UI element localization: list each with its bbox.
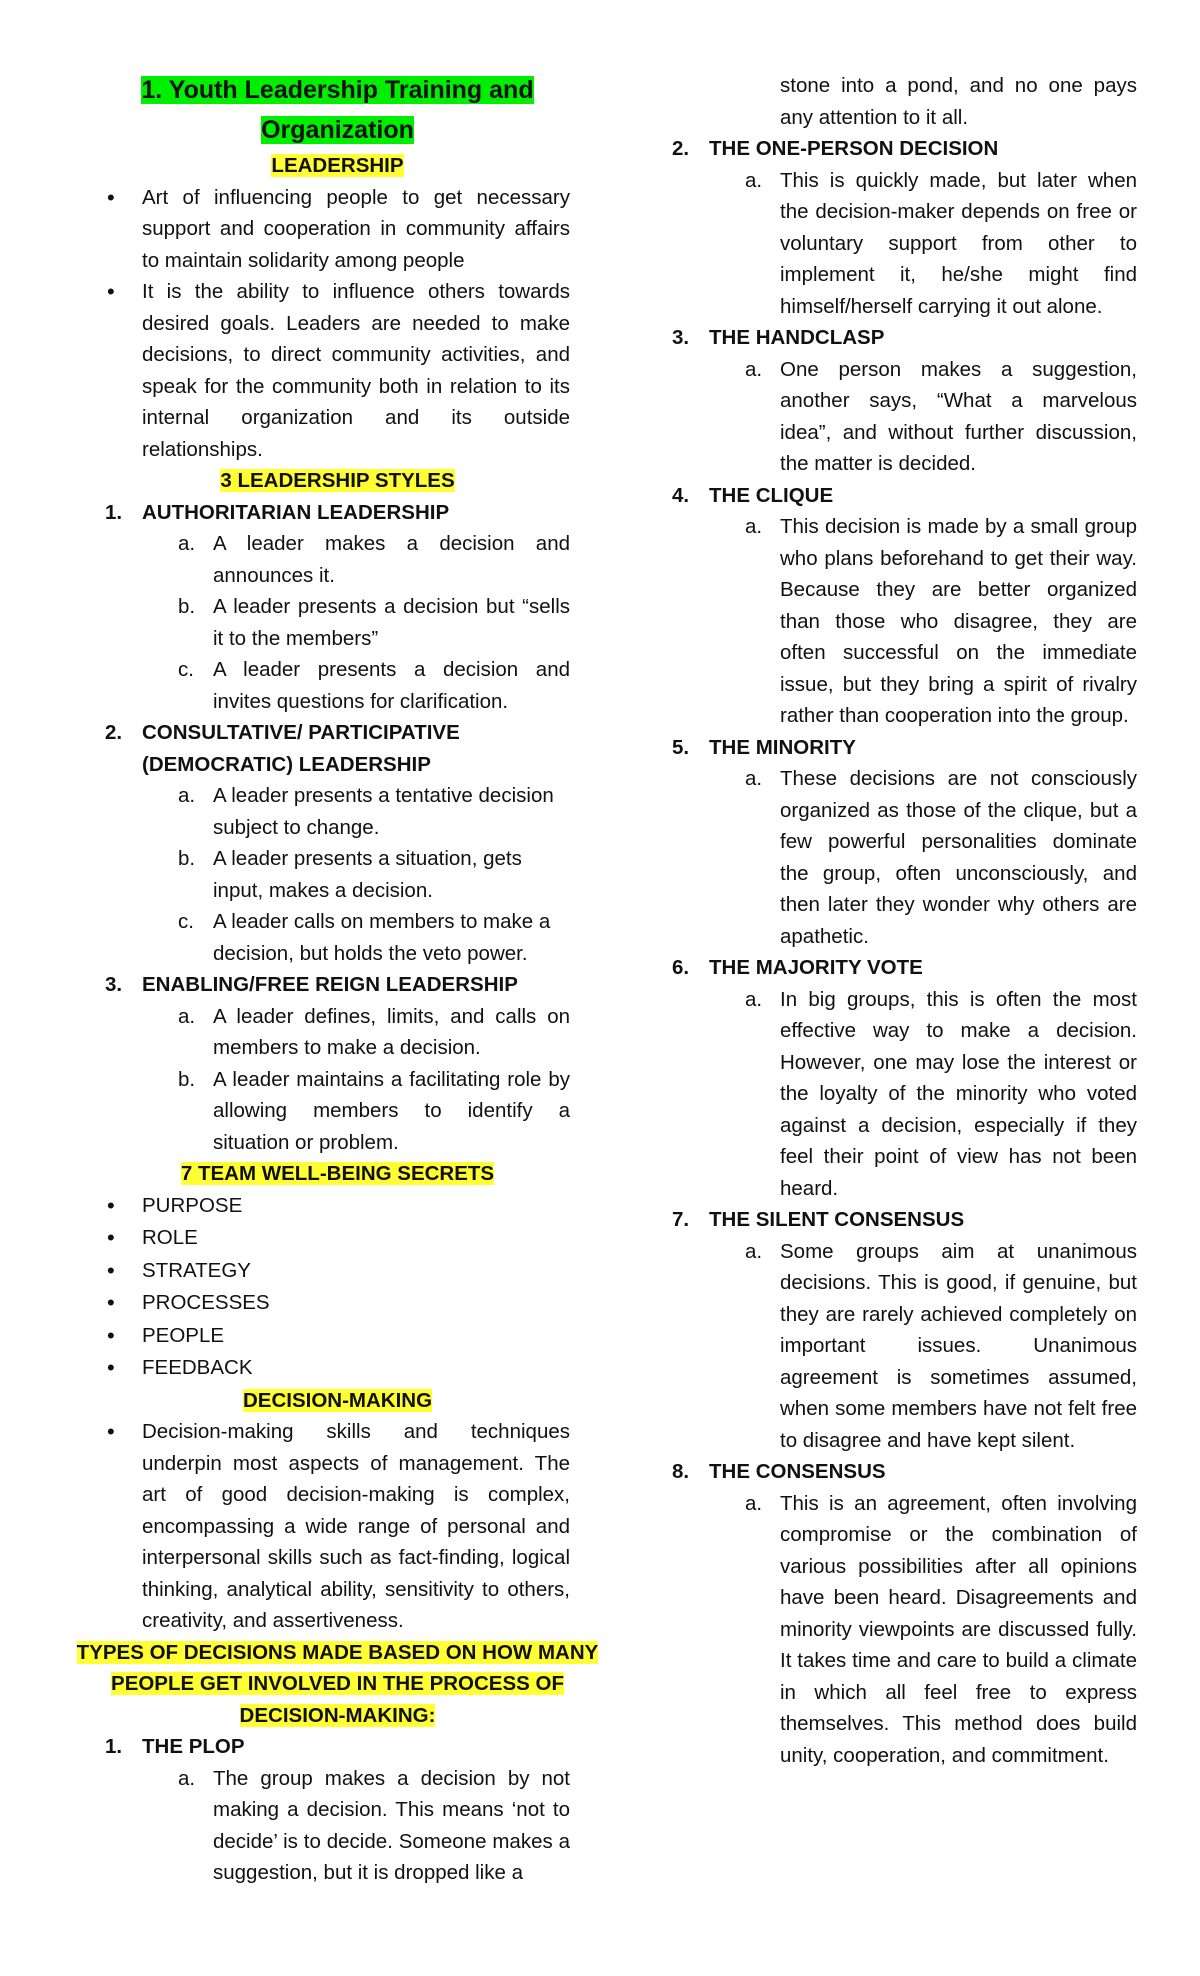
style-item-1: 1. AUTHORITARIAN LEADERSHIP bbox=[105, 500, 450, 524]
type-1-sub-a-part2: stone into a pond, and no one pays any attention to it all. bbox=[780, 74, 1137, 129]
style-item-3: 3. ENABLING/FREE REIGN LEADERSHIP bbox=[105, 973, 518, 996]
secret-processes: • PROCESSES bbox=[105, 1287, 570, 1320]
styles-heading: 3 LEADERSHIP STYLES bbox=[220, 469, 455, 492]
style-2-sub-a: a. A leader presents a tentative decision subject to change. bbox=[178, 784, 554, 839]
type-item-4: 4. THE CLIQUE bbox=[672, 483, 834, 507]
style-3-sub-b: b. A leader maintains a facilitating role by allowing members to identify a situation or problem. bbox=[178, 1067, 570, 1154]
secret-people: • PEOPLE bbox=[105, 1320, 570, 1353]
document-title bbox=[105, 70, 570, 150]
title-line-2: Organization bbox=[261, 116, 414, 144]
type-item-1: 1. THE PLOP bbox=[105, 1735, 245, 1758]
style-2-sub-c: c. A leader calls on members to make a decision, but holds the veto power. bbox=[178, 910, 551, 965]
type-8-sub-a: a. This is an agreement, often involving compromise or the combination of various possibilities after all opinions have been heard. Disagreements and minority viewpoints are discussed fully. It takes time and care to build a climate in which all feel free to express themselves. This method does build unity, cooperation, and commitment. bbox=[745, 1491, 1137, 1767]
type-item-8: 8. THE CONSENSUS bbox=[672, 1460, 886, 1483]
type-7-sub-a: a. Some groups aim at unanimous decisions. This is good, if genuine, but they are rarely achieved completely on important issues. Unanimous agreement is sometimes assumed, when some members have not felt free to disagree and have kept silent. bbox=[745, 1239, 1137, 1452]
type-3-sub-a: a. One person makes a suggestion, another says, “What a marvelous idea”, and without further discussion, the matter is decided. bbox=[745, 357, 1137, 475]
style-3-sub-a: a. A leader defines, limits, and calls on members to make a decision. bbox=[178, 1004, 570, 1059]
type-item-2: 2. THE ONE-PERSON DECISION bbox=[672, 137, 999, 160]
title-line-1: 1. Youth Leadership Training and bbox=[141, 76, 534, 104]
style-1-sub-a: a. A leader makes a decision and announces it. bbox=[178, 532, 570, 587]
leadership-bullet-2: • It is the ability to influence others towards desired goals. Leaders are needed to make decisions, to direct community activities, and speak for the community both in relation to its internal organization and its outside relationships. bbox=[105, 276, 570, 465]
secret-role: • ROLE bbox=[105, 1222, 570, 1255]
type-6-sub-a: a. In big groups, this is often the most effective way to make a decision. However, one may lose the interest or the loyalty of the minority who voted against a decision, especially if they feel their point of view has not been heard. bbox=[745, 987, 1137, 1200]
style-1-sub-c: c. A leader presents a decision and invites questions for clarification. bbox=[178, 658, 570, 713]
decision-heading: DECISION-MAKING bbox=[242, 1388, 433, 1412]
type-5-sub-a: a. These decisions are not consciously organized as those of the clique, but a few powerful personalities dominate the group, often unconsciously, and then later they wonder why others are apathetic. bbox=[745, 767, 1137, 948]
type-4-sub-a: a. This decision is made by a small group who plans beforehand to get their way. Because they are better organized than those who disagree, they are often successful on the immediate issue, but they bring a spirit of rivalry rather than cooperation into the group. bbox=[745, 515, 1137, 727]
type-item-6: 6. THE MAJORITY VOTE bbox=[672, 956, 923, 979]
style-2-sub-b: b. A leader presents a situation, gets input, makes a decision. bbox=[178, 847, 522, 902]
style-item-2: 2. CONSULTATIVE/ PARTICIPATIVE (DEMOCRATIC) LEADERSHIP bbox=[105, 721, 460, 776]
right-column bbox=[672, 70, 1137, 1771]
type-item-3: 3. THE HANDCLASP bbox=[672, 326, 885, 349]
secret-feedback: • FEEDBACK bbox=[105, 1352, 570, 1385]
type-item-5: 5. THE MINORITY bbox=[672, 735, 856, 759]
leadership-heading: LEADERSHIP bbox=[271, 154, 404, 177]
decision-bullet: • Decision-making skills and techniques underpin most aspects of management. The art of good decision-making is complex, encompassing a wide range of personal and interpersonal skills such as fact-finding, logical thinking, analytical ability, sensitivity to others, creativity, and assertiveness. bbox=[105, 1416, 570, 1637]
secret-strategy: • STRATEGY bbox=[105, 1255, 570, 1288]
types-heading: TYPES OF DECISIONS MADE BASED ON HOW MANY PEOPLE GET INVOLVED IN THE PROCESS OF DECISION-MAKING: bbox=[76, 1640, 599, 1727]
type-1-sub-a-part1: a. The group makes a decision by not making a decision. This means ‘not to decide’ is to decide. Someone makes a suggestion, but it is dropped like a bbox=[178, 1766, 570, 1884]
type-item-7: 7. THE SILENT CONSENSUS bbox=[672, 1208, 965, 1231]
left-column bbox=[76, 70, 599, 1889]
secrets-heading: 7 TEAM WELL-BEING SECRETS bbox=[180, 1162, 495, 1185]
leadership-bullet-1: • Art of influencing people to get necessary support and cooperation in community affairs to maintain solidarity among people bbox=[105, 182, 570, 277]
style-1-sub-b: b. A leader presents a decision but “sells it to the members” bbox=[178, 595, 570, 650]
type-2-sub-a: a. This is quickly made, but later when the decision-maker depends on free or voluntary support from other to implement it, he/she might find himself/herself carrying it out alone. bbox=[745, 168, 1137, 318]
secret-purpose: • PURPOSE bbox=[105, 1190, 570, 1223]
